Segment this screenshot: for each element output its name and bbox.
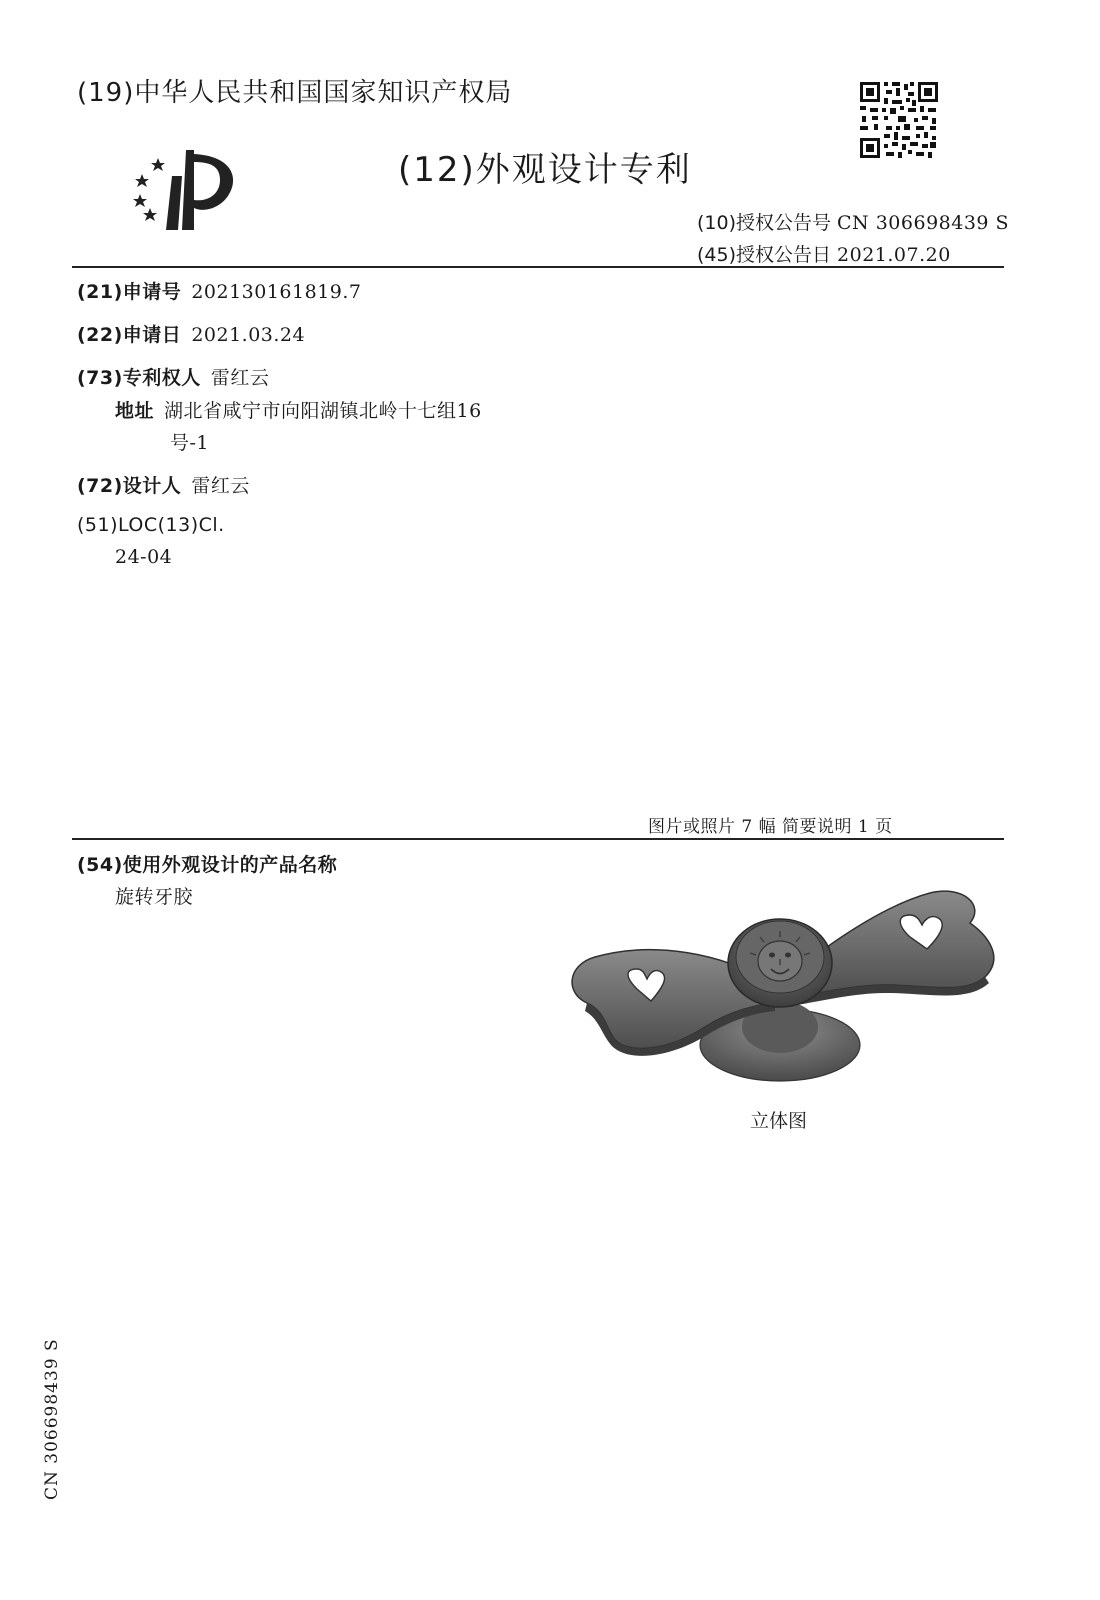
product-name: 旋转牙胶 <box>115 886 194 908</box>
patentee-row <box>77 363 269 390</box>
patentee-label: (73)专利权人 <box>77 367 201 389</box>
grant-date-row <box>697 240 951 267</box>
grant-date-value: 2021.07.20 <box>837 244 951 266</box>
address-line-2: 号-1 <box>170 432 210 454</box>
address-row <box>115 396 482 423</box>
address-label: 地址 <box>115 400 155 422</box>
grant-number-label: (10)授权公告号 <box>697 212 832 234</box>
office-name: (19)中华人民共和国国家知识产权局 <box>77 78 513 108</box>
loc-classification-row <box>77 514 225 536</box>
patentee-value: 雷红云 <box>210 367 270 389</box>
grant-number-value: CN 306698439 S <box>837 212 1010 234</box>
loc-classification-value: 24-04 <box>115 546 173 568</box>
designer-row <box>77 471 250 498</box>
doc-type: (12)外观设计专利 <box>398 150 692 190</box>
application-number-row <box>77 277 362 304</box>
application-date-row <box>77 320 305 347</box>
application-number-value: 202130161819.7 <box>191 281 362 303</box>
application-date-label: (22)申请日 <box>77 324 182 346</box>
application-number-label: (21)申请号 <box>77 281 182 303</box>
grant-date-label: (45)授权公告日 <box>697 244 832 266</box>
cnipa-logo-icon <box>128 142 243 234</box>
margin-publication-number: CN 306698439 S <box>42 1338 62 1500</box>
view-caption: 立体图 <box>750 1110 808 1132</box>
loc-classification-label: (51)LOC(13)Cl. <box>77 514 225 536</box>
product-title-row <box>77 850 337 877</box>
designer-label: (72)设计人 <box>77 475 182 497</box>
grant-number-row <box>697 208 1009 235</box>
qr-code-icon <box>858 80 940 160</box>
header-divider <box>72 266 1004 268</box>
teether-product-image <box>565 885 1000 1090</box>
product-title-label: (54)使用外观设计的产品名称 <box>77 854 338 876</box>
address-line-1: 湖北省咸宁市向阳湖镇北岭十七组16 <box>164 400 482 422</box>
designer-value: 雷红云 <box>191 475 250 497</box>
image-count-summary: 图片或照片 7 幅 简要说明 1 页 <box>648 817 893 837</box>
body-divider <box>72 838 1004 840</box>
application-date-value: 2021.03.24 <box>191 324 306 346</box>
